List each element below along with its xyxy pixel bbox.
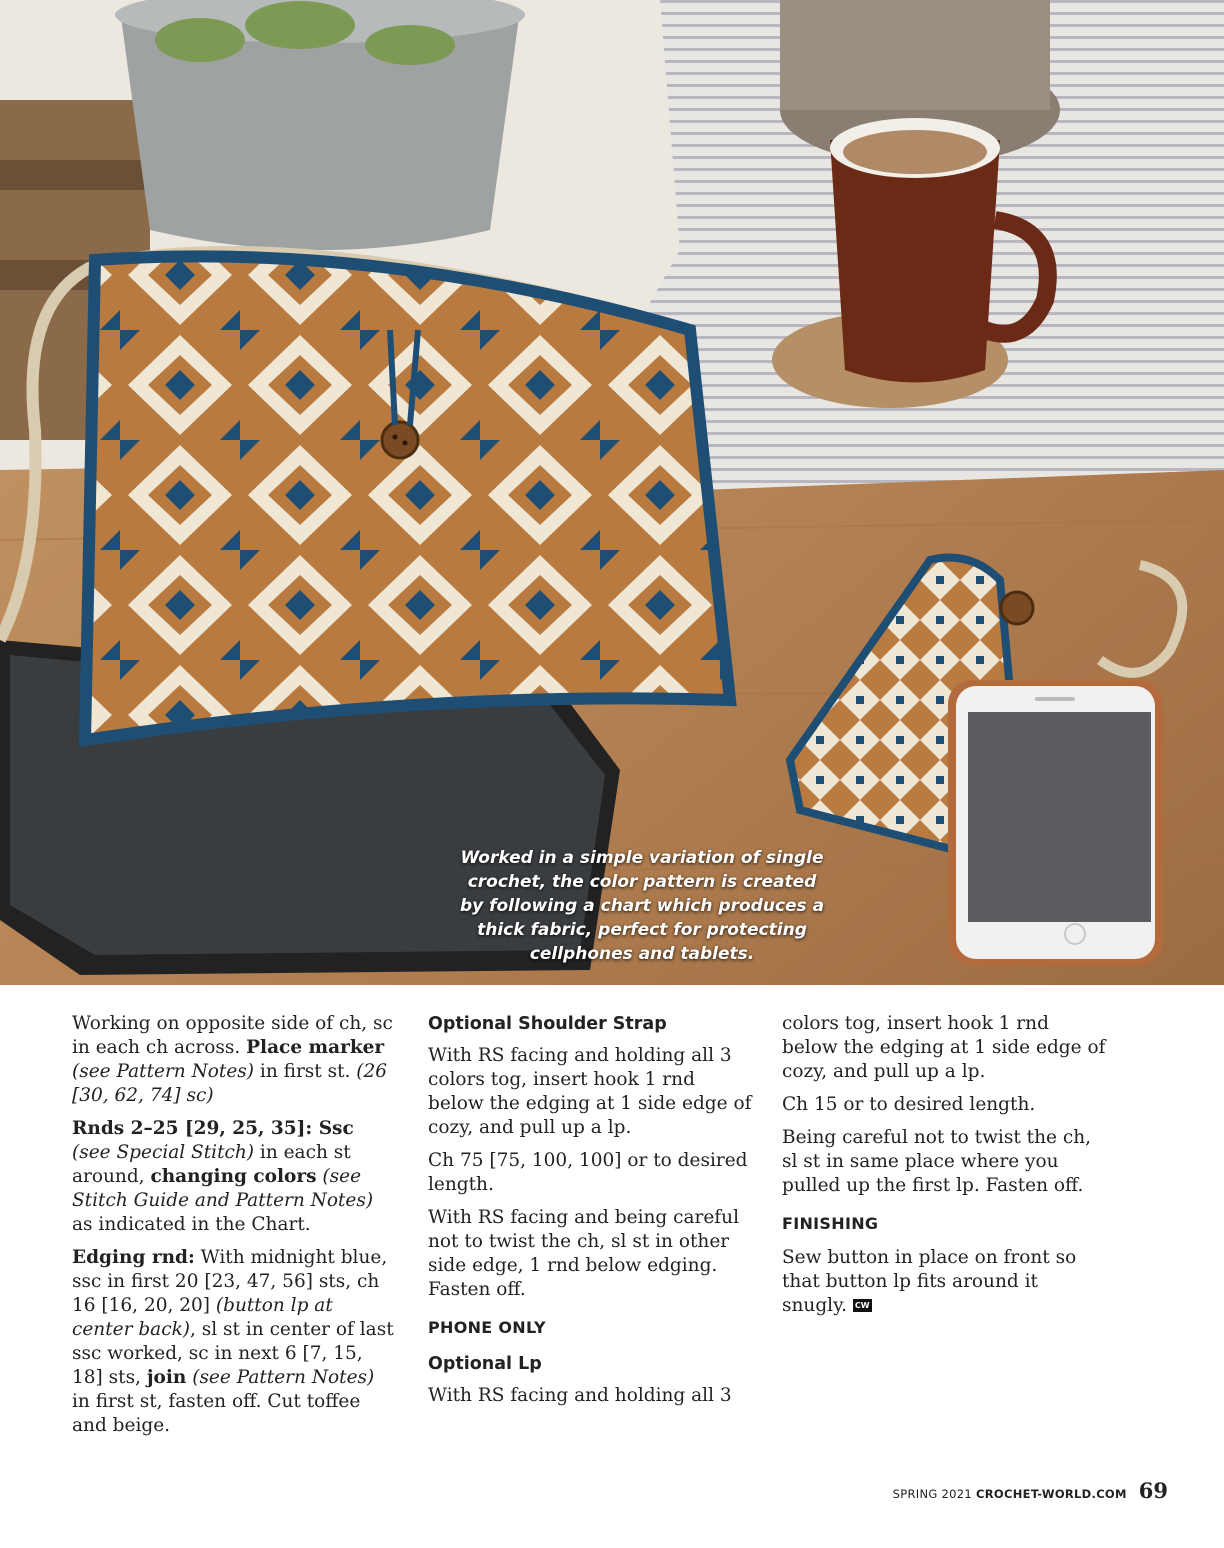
- paragraph-finishing: Sew button in place on front so that button lp fits around it snugly. CW: [782, 1247, 1077, 1316]
- paragraph-strap-length: Ch 75 [75, 100, 100] or to desired length.: [428, 1150, 748, 1195]
- heading-shoulder-strap: Optional Shoulder Strap: [428, 1014, 667, 1034]
- heading-phone-only: PHONE ONLY: [428, 1318, 546, 1337]
- footer-site: CROCHET-WORLD.COM: [976, 1487, 1127, 1501]
- footer-season: SPRING 2021: [892, 1487, 973, 1501]
- paragraph-lp-continue: colors tog, insert hook 1 rnd below the edging at 1 side edge of cozy, and pull up a lp.: [782, 1013, 1106, 1082]
- paragraph-rnds: Rnds 2–25 [29, 25, 35]: Ssc (see Special Stitch) in each st around, changing colors (see Stitch Guide and Pattern Notes) as indicated in the Chart.: [72, 1118, 374, 1235]
- paragraph-strap-start: With RS facing and holding all 3 colors tog, insert hook 1 rnd below the edging at 1 side edge of cozy, and pull up a lp.: [428, 1045, 752, 1138]
- paragraph-lp-length: Ch 15 or to desired length.: [782, 1094, 1036, 1115]
- photo-caption: Worked in a simple variation of single crochet, the color pattern is created by following a chart which produces a thick fabric, perfect for protecting cellphones and tablets.: [459, 848, 825, 964]
- paragraph-opposite-side: Working on opposite side of ch, sc in each ch across. Place marker (see Pattern Notes) in first st. (26 [30, 62, 74] sc): [72, 1013, 393, 1106]
- heading-optional-lp: Optional Lp: [428, 1354, 542, 1374]
- text-column-3: [782, 1012, 1107, 1327]
- end-mark-icon: CW: [854, 1301, 870, 1310]
- paragraph-strap-finish: With RS facing and being careful not to twist the ch, sl st in other side edge, 1 rnd below edging. Fasten off.: [428, 1207, 739, 1300]
- text-column-2: [428, 1012, 753, 1417]
- heading-finishing: FINISHING: [782, 1214, 879, 1233]
- page-number: 69: [1138, 1478, 1168, 1503]
- paragraph-lp-start: With RS facing and holding all 3: [428, 1385, 732, 1406]
- paragraph-edging: Edging rnd: With midnight blue, ssc in first 20 [23, 47, 56] sts, ch 16 [16, 20, 20] (button lp at center back), sl st in center of last ssc worked, sc in next 6 [7, 15, 18] sts, join (see Pattern Notes) in first st, fasten off. Cut toffee and beige.: [72, 1247, 394, 1436]
- text-column-1: [72, 1012, 397, 1447]
- paragraph-lp-finish: Being careful not to twist the ch, sl st in same place where you pulled up the first lp. Fasten off.: [782, 1127, 1091, 1196]
- page-footer: [893, 1478, 1168, 1503]
